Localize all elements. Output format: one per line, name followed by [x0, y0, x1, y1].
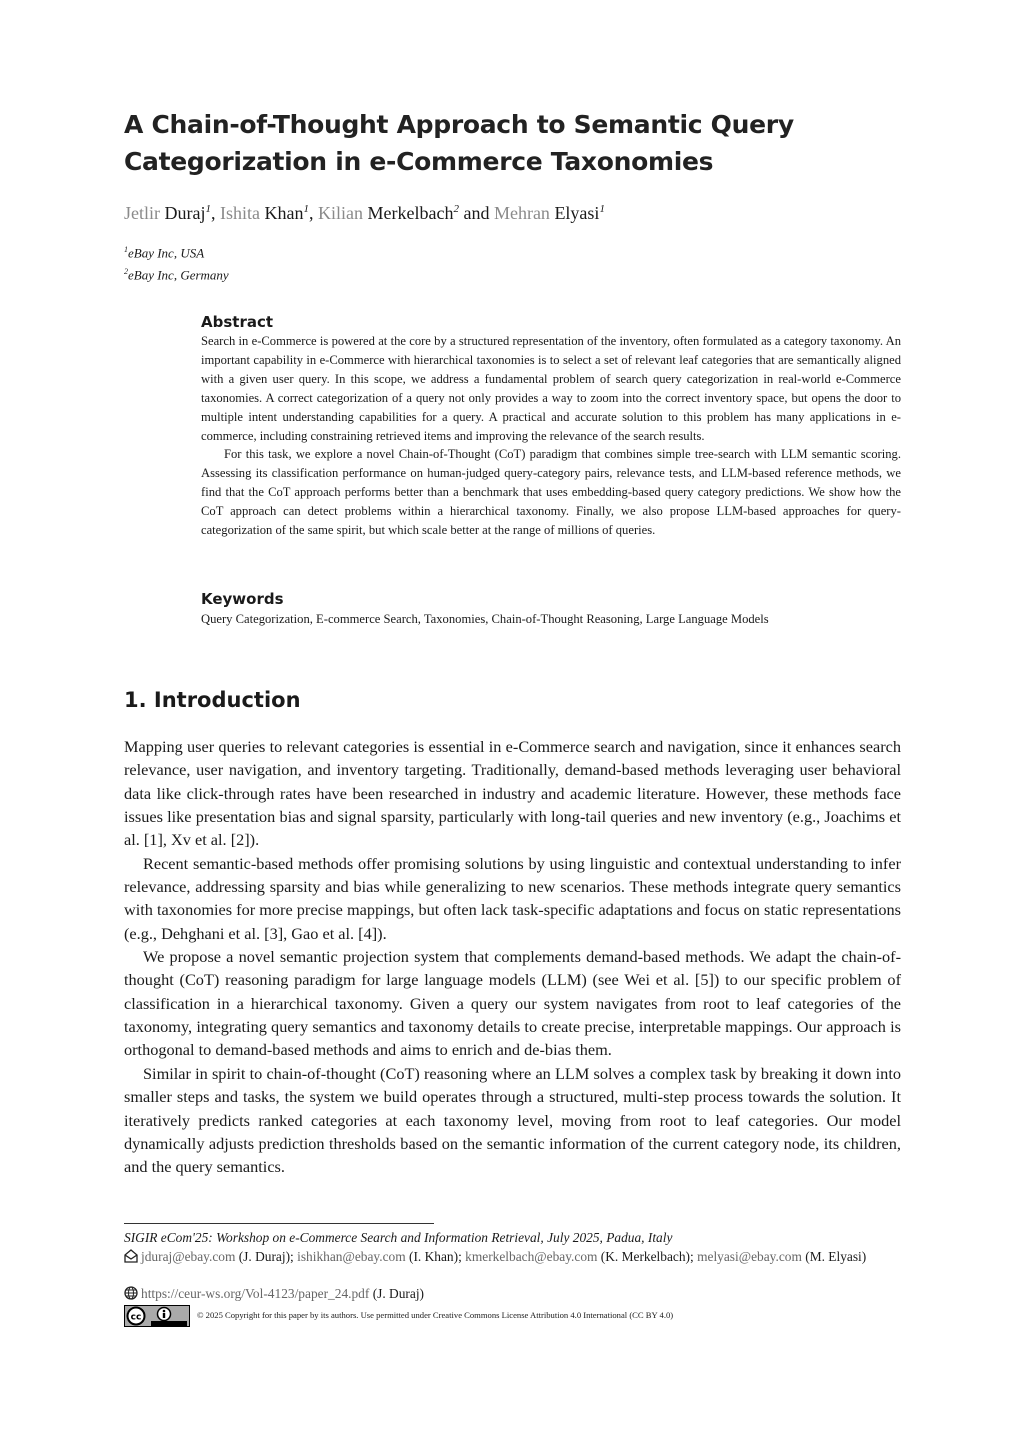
url-note: https://ceur-ws.org/Vol-4123/paper_24.pdf (J. Duraj): [124, 1285, 424, 1304]
paper-url-link[interactable]: https://ceur-ws.org/Vol-4123/paper_24.pdf: [141, 1286, 370, 1301]
author: Ishita Khan$^1$,: [219, 203, 318, 223]
author: Jetlir Duraj$^1$,: [124, 203, 220, 223]
email-link[interactable]: melyasi@ebay.com: [697, 1249, 802, 1264]
author: Mehran Elyasi$^1$: [493, 203, 605, 223]
section-body: Mapping user queries to relevant categories is essential in e-Commerce search and navigation, since it enhances search relevance, user navigation, and inventory targeting. Traditionally, demand-based methods leveraging user behavioral data like click-through rates have been researched in industry and academic literature. However, these methods face issues like presentation bias and signal sparsity, particularly with long-tail queries and new inventory (e.g., Joachims et al. [1], Xv et al. [2]). Recent semantic-based methods offer promising solutions by using linguistic and contextual understanding to infer relevance, addressing sparsity and bias while generalizing to new scenarios. These methods integrate query semantics with taxonomies for more precise mappings, but often lack task-specific adaptations and focus on static representations (e.g., Dehghani et al. [3], Gao et al. [4]). We propose a novel semantic projection system that complements demand-based methods. We adapt the chain-of-thought (CoT) reasoning paradigm for large language models (LLM) (see Wei et al. [5]) to our specific problem of classification in a hierarchical taxonomy. Given a query our system navigates from root to leaf categories of the taxonomy, integrating query semantics and taxonomy details to create precise, interpretable mappings. Our approach is orthogonal to demand-based methods and aims to enrich and de-bias them. Similar in spirit to chain-of-thought (CoT) reasoning where an LLM solves a complex task by breaking it down into smaller steps and tasks, the system we build operates through a structured, multi-step process towards the solution. It iteratively predicts ranked categories at each taxonomy level, moving from root to leaf categories. Our model dynamically adjusts prediction thresholds based on the semantic information of the current category node, its children, and the query semantics.: [124, 737, 901, 1177]
svg-text:cc: cc: [130, 1312, 142, 1323]
email-link[interactable]: jduraj@ebay.com: [141, 1249, 236, 1264]
footnote-rule: [124, 1223, 434, 1224]
venue-note: SIGIR eCom'25: Workshop on e-Commerce Search and Information Retrieval, July 2025, Padua, Italy: [124, 1230, 673, 1245]
abstract-text: Search in e-Commerce is powered at the core by a structured representation of the inventory, often formulated as a category taxonomy. An important capability in e-Commerce with hierarchical taxonomies is to select a set of relevant leaf categories that are semantically aligned with a given user query. In this scope, we address a fundamental problem of search query categorization in real-world e-Commerce taxonomies. A correct categorization of a query not only provides a way to zoom into the correct inventory space, but opens the door to multiple intent understanding capabilities for a query. A practical and accurate solution to this problem has many applications in e-commerce, including constraining retrieved items and improving the relevance of the search results. For this task, we explore a novel Chain-of-Thought (CoT) paradigm that combines simple tree-search with LLM semantic scoring. Assessing its classification performance on human-judged query-category pairs, relevance tests, and LLM-based reference methods, we find that the CoT approach performs better than a benchmark that uses embedding-based query category predictions. We show how the CoT approach can detect problems within a hierarchical taxonomy. Finally, we also propose LLM-based approaches for query-categorization of the same spirit, but which scale better at the range of millions of queries.: [201, 334, 901, 538]
section-heading: 1. Introduction: [124, 688, 301, 712]
globe-icon: [124, 1286, 138, 1300]
affiliation: $^1$eBay Inc, USA: [124, 245, 205, 261]
abstract-heading: Abstract: [201, 313, 274, 331]
email-link[interactable]: ishikhan@ebay.com: [297, 1249, 406, 1264]
copyright-note: © 2025 Copyright for this paper by its authors. Use permitted under Creative Commons License Attribution 4.0 International (CC BY 4.0): [197, 1310, 674, 1320]
email-link[interactable]: kmerkelbach@ebay.com: [465, 1249, 598, 1264]
cc-by-license-badge: [124, 1305, 190, 1327]
author-list: [124, 196, 605, 226]
envelope-icon: [124, 1249, 138, 1263]
keywords-text: Query Categorization, E-commerce Search, Taxonomies, Chain-of-Thought Reasoning, Large Language Models: [201, 612, 769, 626]
affiliation: $^2$eBay Inc, Germany: [124, 267, 229, 283]
author: Kilian Merkelbach$^2$ and: [317, 203, 494, 223]
keywords-heading: Keywords: [201, 590, 284, 608]
paper-title: A Chain-of-Thought Approach to Semantic Query Categorization in e-Commerce Taxonomies: [124, 110, 794, 176]
email-note: jduraj@ebay.com (J. Duraj); ishikhan@ebay.com (I. Khan); kmerkelbach@ebay.com (K. Merkelbach); melyasi@ebay.com (M. Elyasi): [124, 1248, 901, 1267]
creative-commons-icon: [125, 1306, 189, 1326]
